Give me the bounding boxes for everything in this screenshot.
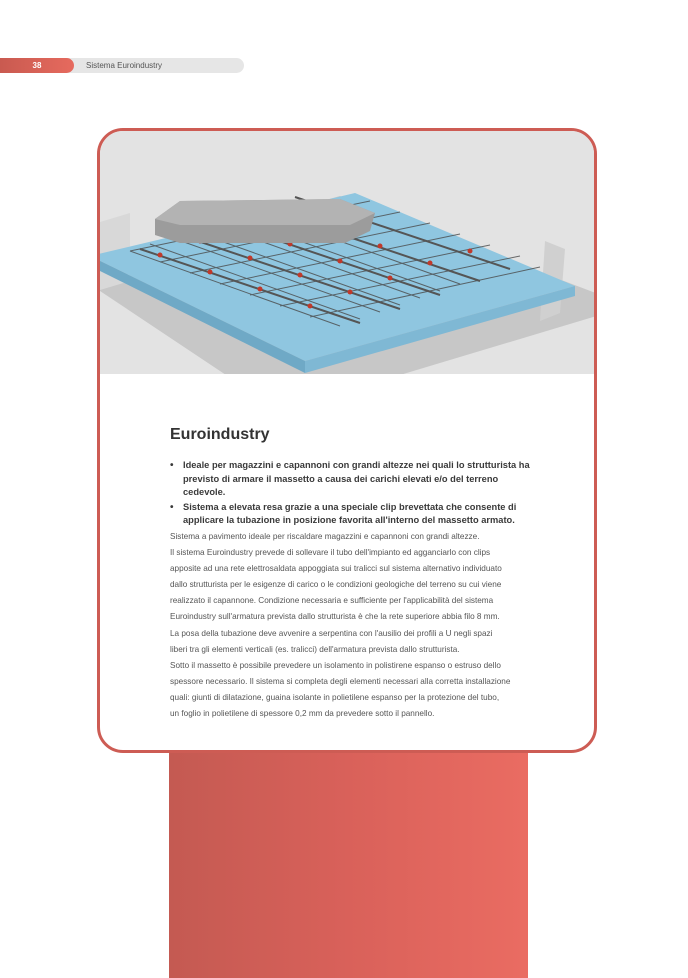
feature-item: • Ideale per magazzini e capannoni con grandi altezze nei quali lo strutturista ha previsto di armare il massetto a causa dei carichi elevati e/o del terreno cedevole. xyxy=(170,459,540,500)
description-line: Euroindustry sull'armatura prevista dallo strutturista è che la rete superiore abbia filo 8 mm. xyxy=(170,612,500,622)
illustration-panel xyxy=(100,131,594,374)
description-line: spessore necessario. Il sistema si completa degli elementi necessari alla corretta installazione xyxy=(170,676,511,686)
description-line: La posa della tubazione deve avvenire a serpentina con l'ausilio dei profili a U negli spazi xyxy=(170,628,493,638)
description-line: dallo strutturista per le esigenze di carico o le condizioni geologiche del terreno su cui viene xyxy=(170,580,502,590)
section-name: Sistema Euroindustry xyxy=(86,61,163,70)
page-number: 38 xyxy=(0,58,74,73)
description-line: apposite ad una rete elettrosaldata appoggiata sui tralicci sul sistema alternativo individuato xyxy=(170,564,502,574)
description-line: realizzato il capannone. Condizione necessaria e sufficiente per l'applicabilità del sistema xyxy=(170,596,494,606)
card-title: Euroindustry xyxy=(170,426,270,443)
description xyxy=(170,529,542,722)
feature-item: • Sistema a elevata resa grazie a una speciale clip brevettata che consente di applicare la tubazione in posizione favorita all'interno del massetto armato. xyxy=(170,501,540,528)
description-line: Sotto il massetto è possibile prevedere un isolamento in polistirene espanso o estruso dello xyxy=(170,660,501,670)
description-line: Sistema a pavimento ideale per riscaldare magazzini e capannoni con grandi altezze. xyxy=(170,532,480,541)
feature-list xyxy=(170,459,540,529)
description-line: un foglio in polietilene di spessore 0,2 mm da prevedere sotto il pannello. xyxy=(170,709,435,719)
description-line: quali: giunti di dilatazione, guaina isolante in polietilene espanso per la protezione del tubo, xyxy=(170,692,500,702)
description-line: Il sistema Euroindustry prevede di sollevare il tubo dell'impianto ed agganciarlo con clips xyxy=(170,548,491,558)
floor-reinforcement-illustration xyxy=(97,131,597,374)
description-line: liberi tra gli elementi verticali (es. tralicci) dell'armatura prevista dallo strutturista. xyxy=(170,644,460,654)
content-card xyxy=(97,128,597,753)
bottom-accent-block xyxy=(169,740,528,978)
